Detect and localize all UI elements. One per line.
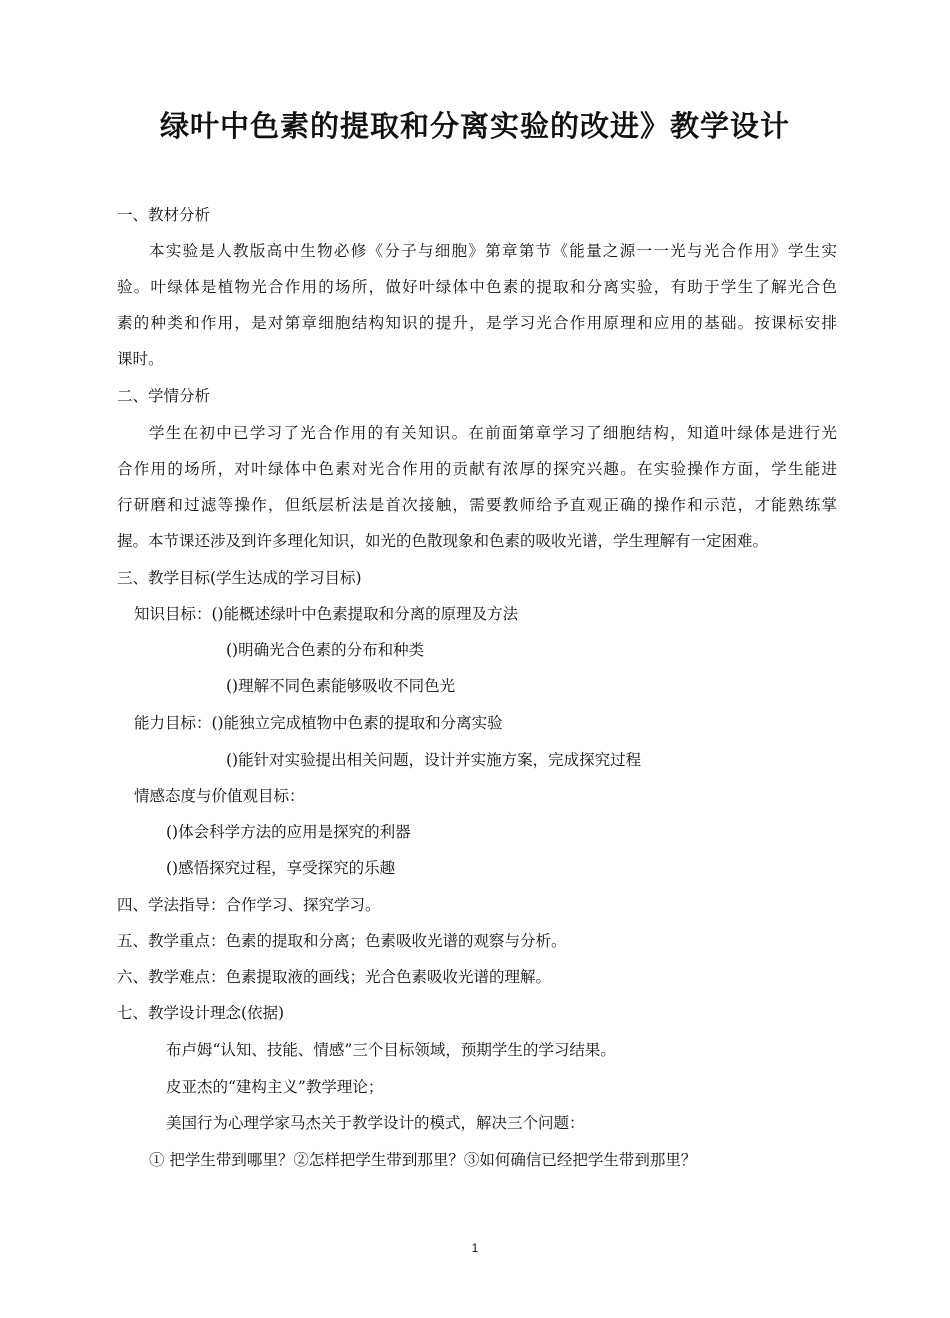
paragraph-line: 本实验是人教版高中生物必修《分子与细胞》第章第节《能量之源一一光与光合作用》学生实 xyxy=(149,242,837,260)
paragraph-line: 学生在初中已学习了光合作用的有关知识。在前面第章学习了细胞结构，知道叶绿体是进行光 xyxy=(149,424,837,442)
knowledge-goal-3: ()理解不同色素能够吸收不同色光 xyxy=(226,677,456,695)
section-heading-6: 六、教学难点：色素提取液的画线；光合色素吸收光谱的理解。 xyxy=(117,968,552,986)
document-title: 绿叶中色素的提取和分离实验的改进》教学设计 xyxy=(159,109,790,143)
emotion-goal-2: ()感悟探究过程，享受探究的乐趣 xyxy=(166,859,396,877)
paragraph-line: 行研磨和过滤等操作，但纸层析法是首次接触，需要教师给予直观正确的操作和示范，才能熟练掌 xyxy=(117,496,837,514)
emotion-goal-1: ()体会科学方法的应用是探究的利器 xyxy=(166,823,411,841)
paragraph-line: 验。叶绿体是植物光合作用的场所，做好叶绿体中色素的提取和分离实验，有助于学生了解光合色 xyxy=(117,278,837,296)
three-questions: ① 把学生带到哪里？②怎样把学生带到那里？③如何确信已经把学生带到那里？ xyxy=(149,1151,697,1169)
paragraph-line: 素的种类和作用，是对第章细胞结构知识的提升，是学习光合作用原理和应用的基础。按课标安排 xyxy=(117,314,837,332)
section-heading-4: 四、学法指导：合作学习、探究学习。 xyxy=(117,896,381,914)
emotion-goal-label: 情感态度与价值观目标： xyxy=(134,787,305,805)
section-heading-3: 三、教学目标(学生达成的学习目标) xyxy=(117,569,362,587)
paragraph-line: 课时。 xyxy=(117,350,164,368)
section-heading-7: 七、教学设计理念(依据) xyxy=(117,1004,285,1022)
design-basis-line: 布卢姆“认知、技能、情感”三个目标领域，预期学生的学习结果。 xyxy=(166,1041,616,1059)
knowledge-goal-1: 知识目标：()能概述绿叶中色素提取和分离的原理及方法 xyxy=(134,605,519,623)
paragraph-line: 握。本节课还涉及到许多理化知识，如光的色散现象和色素的吸收光谱，学生理解有一定困难。 xyxy=(117,532,769,550)
design-basis-line: 皮亚杰的“建构主义”教学理论； xyxy=(166,1078,384,1096)
section-heading-5: 五、教学重点：色素的提取和分离；色素吸收光谱的观察与分析。 xyxy=(117,932,567,950)
paragraph-line: 合作用的场所，对叶绿体中色素对光合作用的贡献有浓厚的探究兴趣。在实验操作方面，学生能进 xyxy=(117,460,837,478)
knowledge-goal-2: ()明确光合色素的分布和种类 xyxy=(226,641,425,659)
design-basis-line: 美国行为心理学家马杰关于教学设计的模式，解决三个问题： xyxy=(166,1114,585,1132)
section-heading-1: 一、教材分析 xyxy=(117,206,211,224)
ability-goal-2: ()能针对实验提出相关问题，设计并实施方案，完成探究过程 xyxy=(226,751,642,769)
ability-goal-1: 能力目标：()能独立完成植物中色素的提取和分离实验 xyxy=(134,714,503,732)
section-heading-2: 二、学情分析 xyxy=(117,387,211,405)
page-number: 1 xyxy=(471,1241,479,1255)
